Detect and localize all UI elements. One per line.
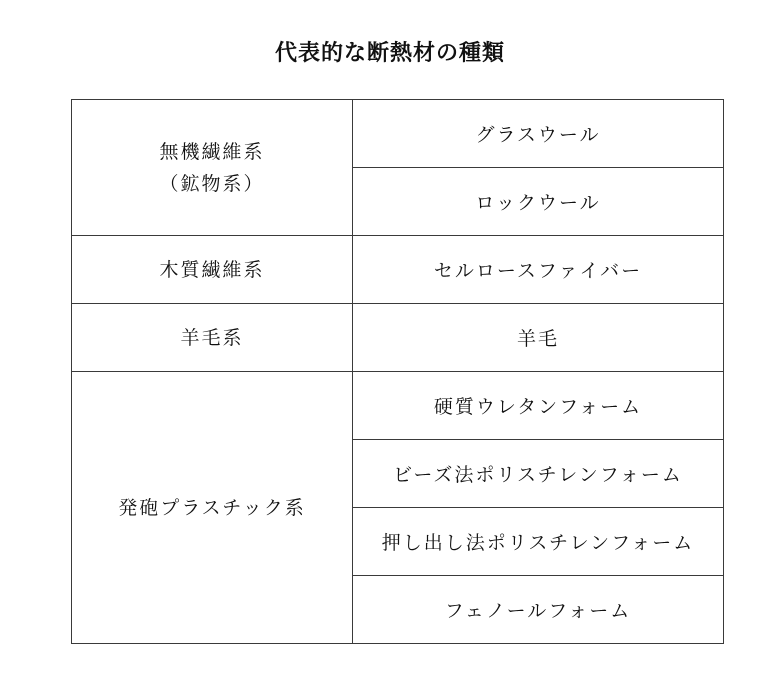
category-cell-wool: 羊毛系 — [72, 304, 353, 372]
category-label: 無機繊維系 — [159, 140, 265, 163]
material-cell: ロックウール — [353, 168, 724, 236]
category-sublabel: （鉱物系） — [159, 172, 265, 195]
page-title: 代表的な断熱材の種類 — [274, 41, 505, 66]
category-cell-inorganic-fiber — [72, 100, 353, 236]
table-row — [72, 100, 724, 168]
insulation-types-table — [71, 99, 724, 644]
category-cell-wood-fiber: 木質繊維系 — [72, 236, 353, 304]
table-row — [72, 236, 724, 304]
material-cell: 羊毛 — [353, 304, 724, 372]
material-cell: ビーズ法ポリスチレンフォーム — [353, 440, 724, 508]
table-row — [72, 304, 724, 372]
material-cell: セルロースファイバー — [353, 236, 724, 304]
table-row — [72, 372, 724, 440]
material-cell: 硬質ウレタンフォーム — [353, 372, 724, 440]
material-cell: グラスウール — [353, 100, 724, 168]
material-cell: フェノールフォーム — [353, 576, 724, 644]
material-cell: 押し出し法ポリスチレンフォーム — [353, 508, 724, 576]
category-cell-foam-plastic: 発砲プラスチック系 — [72, 372, 353, 644]
